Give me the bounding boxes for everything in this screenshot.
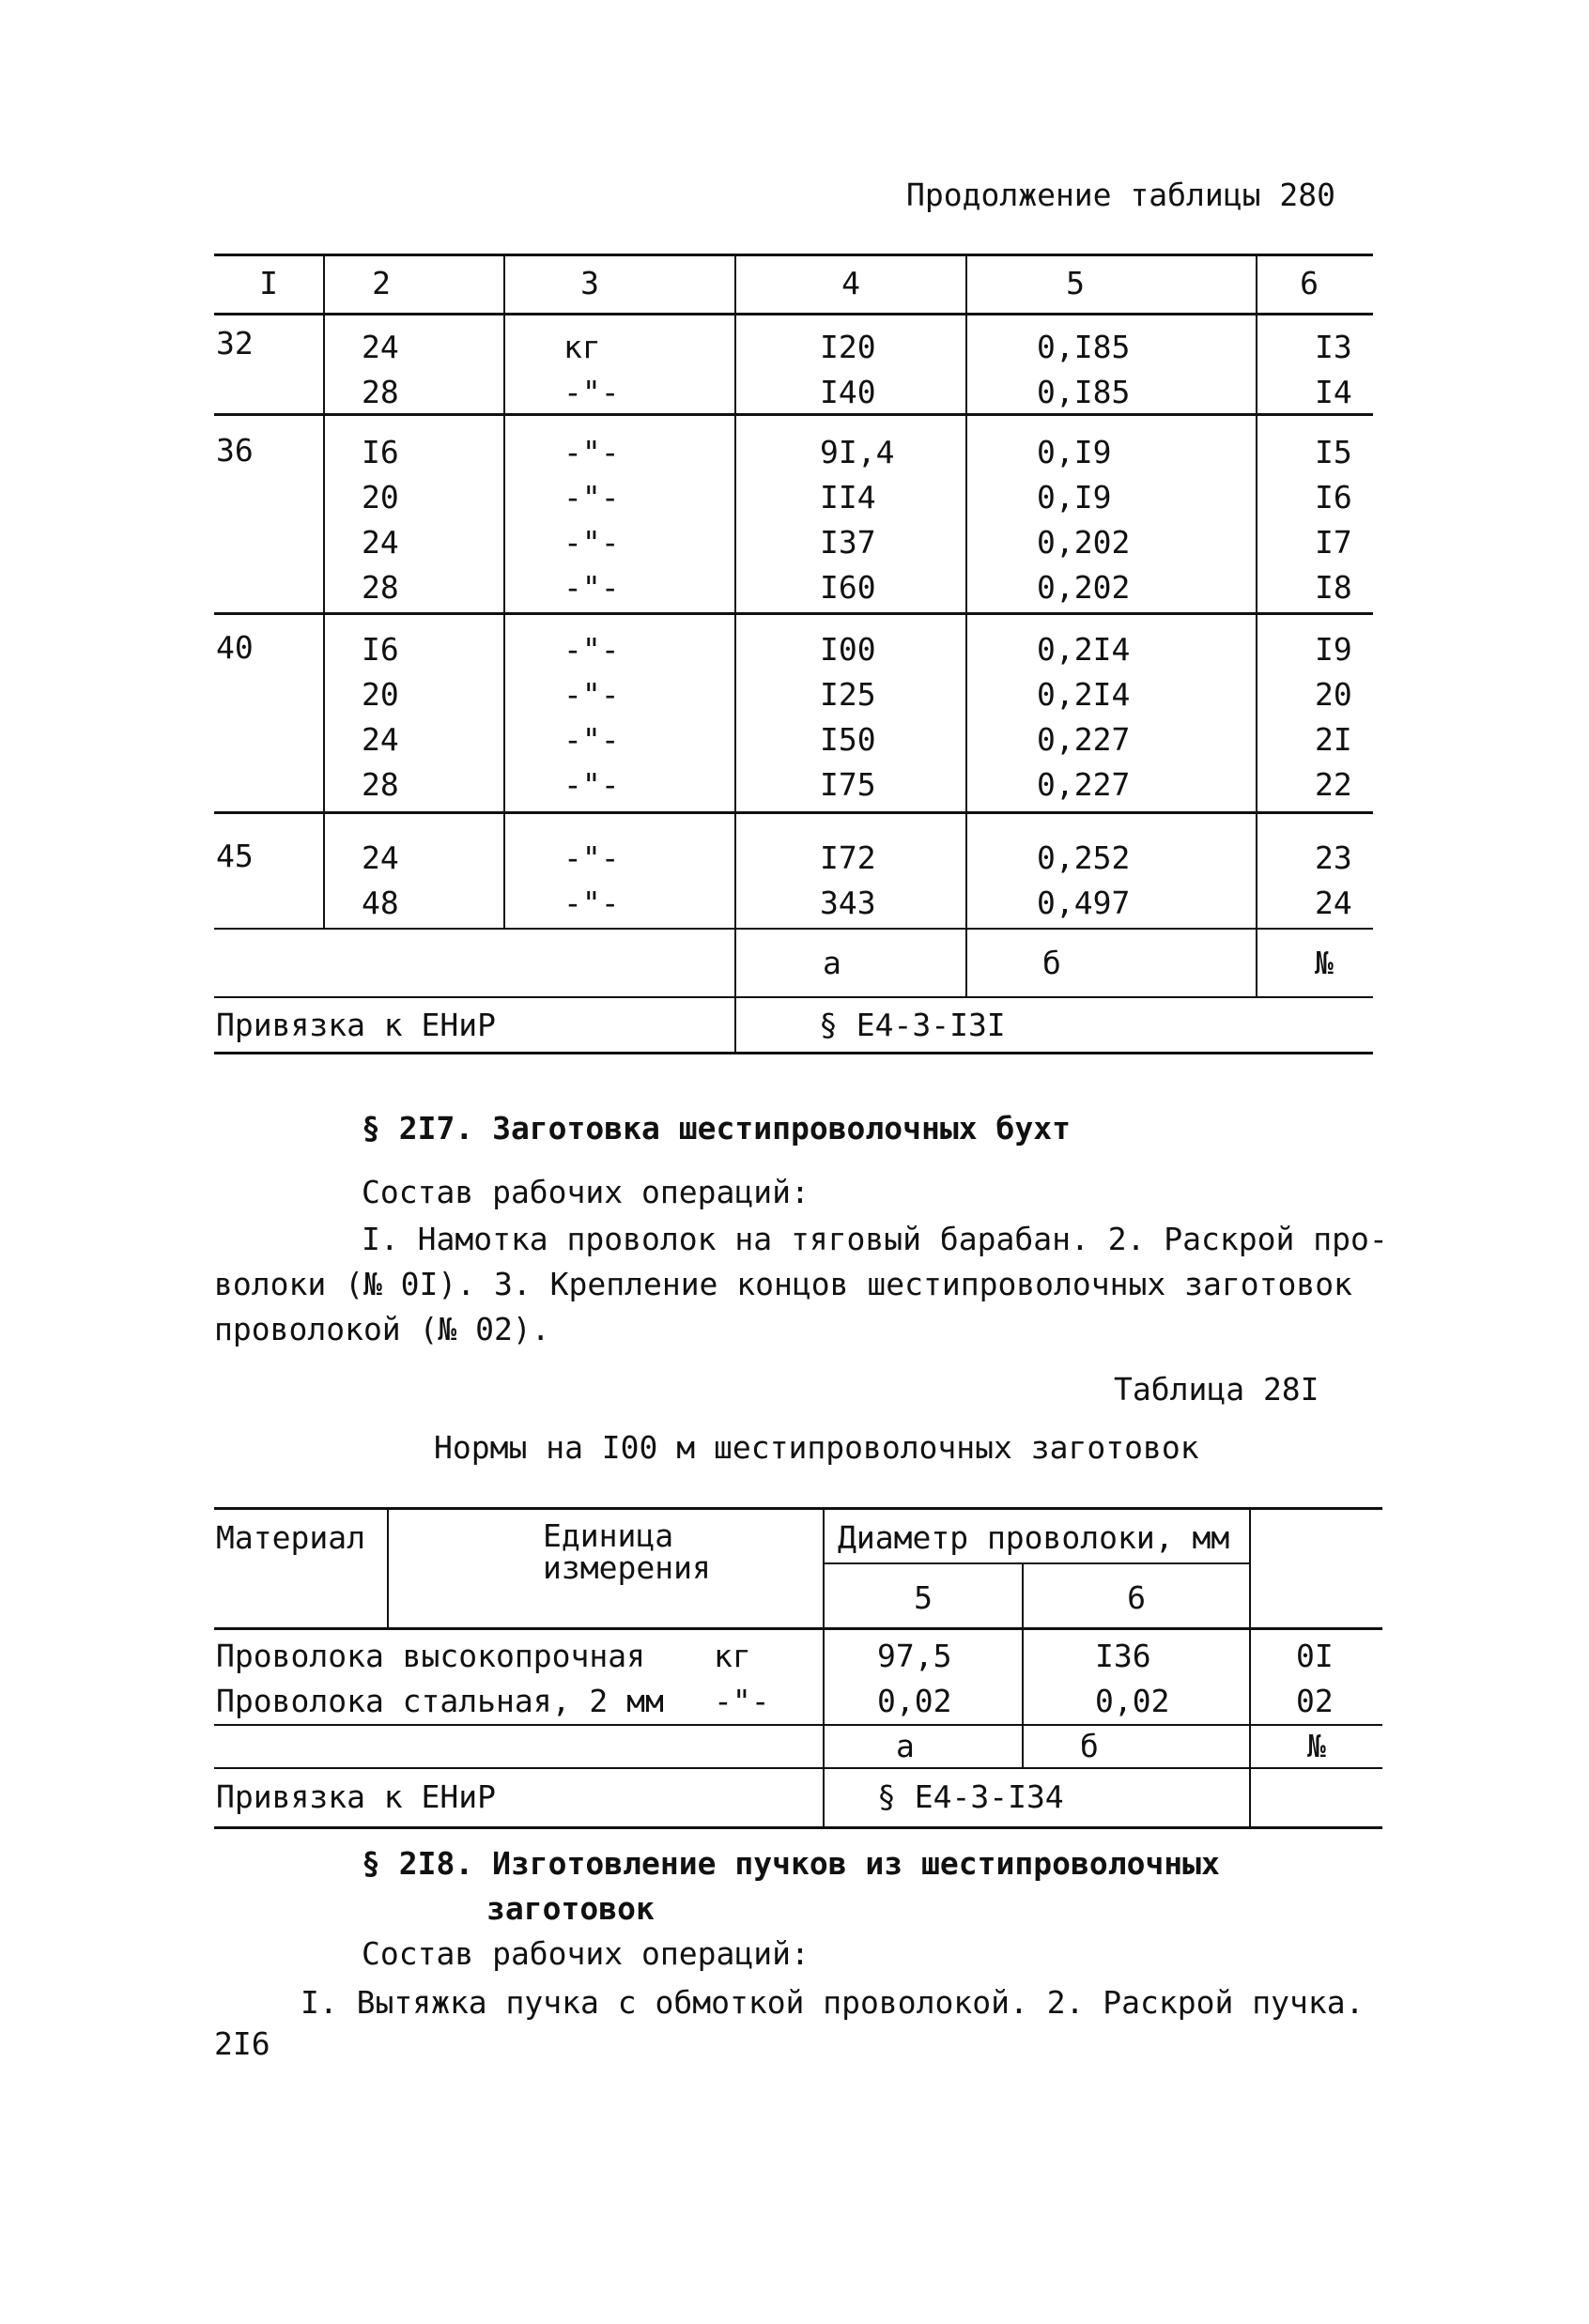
cell: I20: [820, 329, 876, 365]
cell: I50: [820, 721, 876, 758]
cell-d6: I36: [1095, 1638, 1151, 1674]
cell: I6: [362, 631, 399, 668]
col-header-4: 4: [841, 265, 860, 301]
col-header-1: I: [259, 265, 278, 301]
page-number: 2I6: [214, 2025, 270, 2062]
cell: -"-: [563, 374, 620, 410]
binding-value: § Е4-3-I3I: [819, 1007, 1006, 1043]
cell-num: 02: [1296, 1683, 1334, 1719]
cell-d5: 0,02: [877, 1683, 952, 1719]
group-dim-cell: 45: [216, 838, 254, 874]
cell: -"-: [563, 766, 620, 803]
cell: I60: [820, 569, 876, 606]
section-217-ops-heading: Состав рабочих операций:: [362, 1174, 810, 1210]
cell: II4: [820, 479, 876, 516]
cell-material: Проволока стальная, 2 мм: [216, 1683, 664, 1719]
cell: -"-: [563, 434, 620, 470]
col-header-5: 5: [1066, 265, 1085, 301]
section-217-ops-line-1: I. Намотка проволок на тяговый барабан. 2. Раскрой про-: [362, 1221, 1388, 1257]
cell: I00: [820, 631, 876, 668]
binding-value: § Е4-3-I34: [877, 1778, 1064, 1815]
col-header-3: 3: [580, 265, 599, 301]
cell: 20: [362, 479, 399, 516]
footer-label-num: №: [1315, 945, 1334, 981]
cell: 24: [362, 329, 399, 365]
cell: 20: [362, 676, 399, 713]
cell: -"-: [563, 721, 620, 758]
cell: 28: [362, 374, 399, 410]
cell-unit: -"-: [714, 1683, 770, 1719]
cell: 48: [362, 885, 399, 921]
binding-label: Привязка к ЕНиР: [216, 1778, 497, 1815]
cell-d6: 0,02: [1095, 1683, 1170, 1719]
cell: -"-: [563, 839, 620, 876]
group-dim-cell: 32: [216, 325, 254, 362]
cell: 9I,4: [820, 434, 895, 470]
cell: 0,I9: [1037, 434, 1112, 470]
cell: 0,202: [1037, 569, 1131, 606]
cell: -"-: [563, 676, 620, 713]
cell: I37: [820, 524, 876, 561]
section-218-title-line1: § 2I8. Изготовление пучков из шестипроволочных: [362, 1845, 1220, 1882]
cell: I6: [362, 434, 399, 470]
section-217-title: § 2I7. Заготовка шестипроволочных бухт: [362, 1110, 1071, 1147]
group-dim-cell: 36: [216, 432, 254, 469]
cell: I75: [820, 766, 876, 803]
col-header-6: 6: [1300, 265, 1319, 301]
cell: 0,227: [1037, 721, 1131, 758]
header-diameter: Диаметр проволоки, мм: [838, 1519, 1230, 1556]
cell-material: Проволока высокопрочная: [216, 1638, 645, 1674]
cell: I3: [1315, 329, 1352, 365]
col-header-2: 2: [372, 265, 391, 301]
cell: 23: [1315, 839, 1352, 876]
cell: I9: [1315, 631, 1352, 668]
cell-d5: 97,5: [877, 1638, 952, 1674]
cell: 28: [362, 766, 399, 803]
cell: I72: [820, 839, 876, 876]
cell: 28: [362, 569, 399, 606]
cell: 24: [362, 839, 399, 876]
section-217-ops-line-3: проволокой (№ 02).: [214, 1311, 550, 1347]
cell: кг: [563, 329, 601, 365]
header-diam-6: 6: [1127, 1579, 1146, 1616]
cell: 0,I85: [1037, 329, 1131, 365]
cell: -"-: [563, 479, 620, 516]
cell: 0,I85: [1037, 374, 1131, 410]
cell: 0,I9: [1037, 479, 1112, 516]
cell: I25: [820, 676, 876, 713]
footer-label-b: б: [1042, 945, 1061, 981]
cell-unit: кг: [714, 1638, 751, 1674]
cell: 20: [1315, 676, 1352, 713]
cell: 0,227: [1037, 766, 1131, 803]
header-material: Материал: [216, 1519, 365, 1556]
cell: -"-: [563, 524, 620, 561]
cell: I5: [1315, 434, 1352, 470]
binding-label: Привязка к ЕНиР: [216, 1007, 497, 1043]
header-unit-line1: Единица: [543, 1517, 674, 1554]
header-unit-line2: измерения: [543, 1549, 711, 1586]
cell: 0,2I4: [1037, 676, 1131, 713]
cell: -"-: [563, 569, 620, 606]
cell-num: 0I: [1296, 1638, 1334, 1674]
table-281-title: Нормы на I00 м шестипроволочных заготовок: [434, 1429, 1199, 1466]
cell: 2I: [1315, 721, 1352, 758]
section-217-ops-line-2: волоки (№ 0I). 3. Крепление концов шестипроволочных заготовок: [214, 1266, 1352, 1302]
header-diam-5: 5: [914, 1579, 933, 1616]
cell: -"-: [563, 631, 620, 668]
footer-label-a: а: [896, 1728, 915, 1764]
cell: 0,202: [1037, 524, 1131, 561]
cell: 22: [1315, 766, 1352, 803]
cell: 24: [362, 524, 399, 561]
section-218-ops-line: I. Вытяжка пучка с обмоткой проволокой. 2. Раскрой пучка.: [301, 1984, 1365, 2021]
cell: 0,2I4: [1037, 631, 1131, 668]
cell: 0,497: [1037, 885, 1131, 921]
cell: I7: [1315, 524, 1352, 561]
cell: I6: [1315, 479, 1352, 516]
section-218-ops-heading: Состав рабочих операций:: [362, 1935, 810, 1972]
cell: I4: [1315, 374, 1352, 410]
footer-label-num: №: [1307, 1728, 1326, 1764]
cell: 24: [1315, 885, 1352, 921]
cell: -"-: [563, 885, 620, 921]
footer-label-a: а: [823, 945, 841, 981]
cell: I8: [1315, 569, 1352, 606]
group-dim-cell: 40: [216, 629, 254, 666]
table-281-label: Таблица 28I: [1114, 1371, 1319, 1408]
cell: I40: [820, 374, 876, 410]
table-280-caption: Продолжение таблицы 280: [906, 177, 1335, 213]
footer-label-b: б: [1080, 1728, 1099, 1764]
cell: 343: [820, 885, 876, 921]
cell: 24: [362, 721, 399, 758]
cell: 0,252: [1037, 839, 1131, 876]
section-218-title-line2: заготовок: [486, 1890, 655, 1927]
